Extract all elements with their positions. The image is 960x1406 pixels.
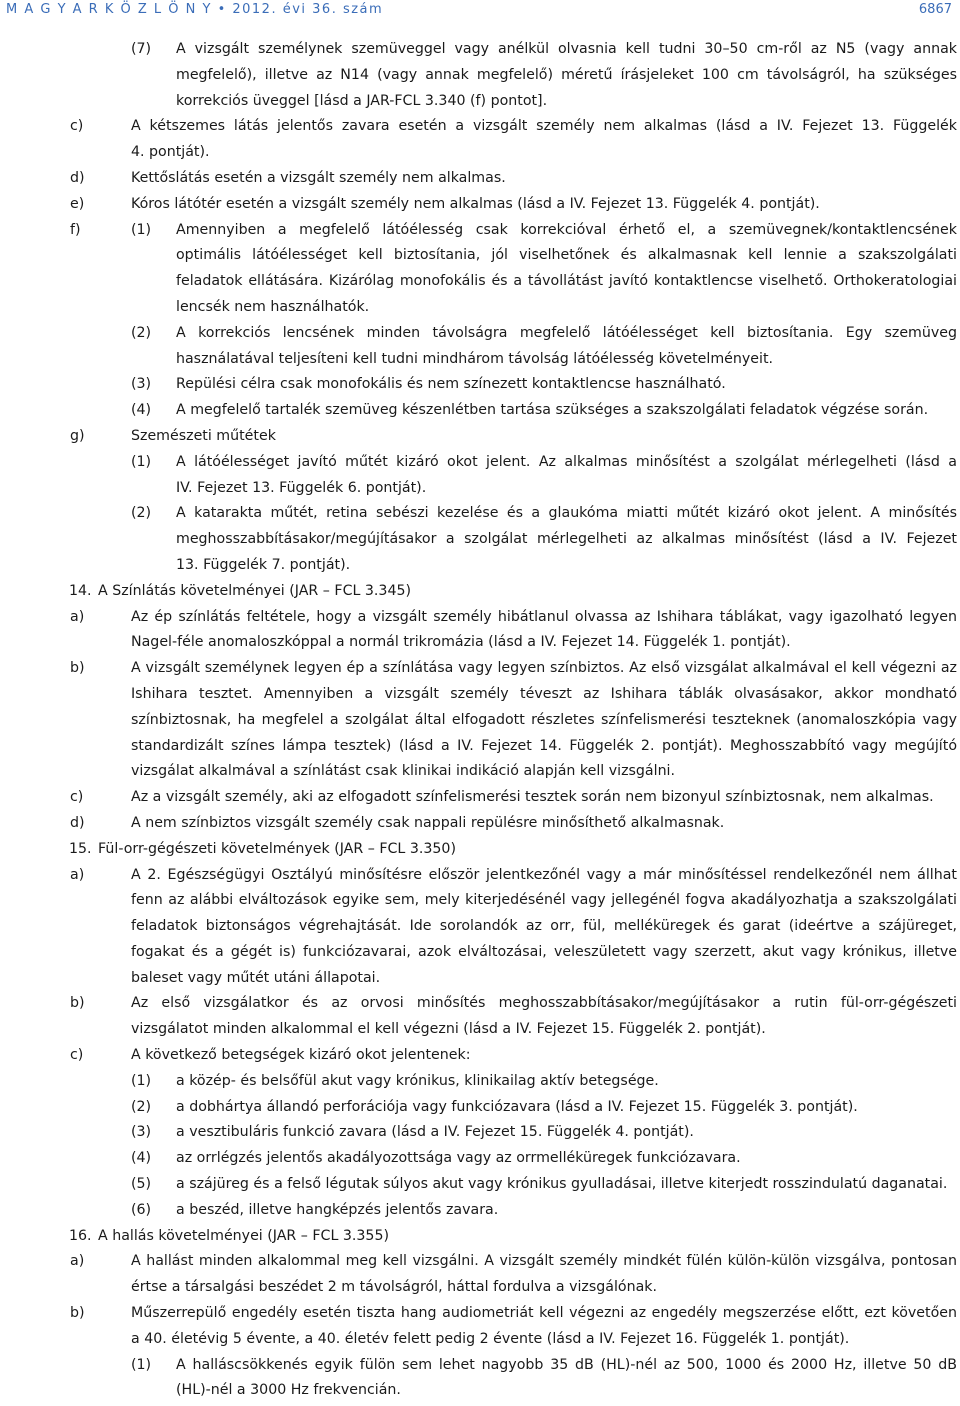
subitem [0,1172,960,1198]
subitem-marker: (5) [131,1176,152,1193]
subitem [0,1146,960,1172]
text-line: a 40. életévig 5 évente, a 40. életév felett pedig 2 évente (lásd a IV. Fejezet 16. Függelék 1. pontját). [131,1330,850,1347]
text-line: 4. pontját). [131,144,210,161]
item-marker: d) [70,814,85,831]
text-line: A megfelelő tartalék szemüveg készenlétben tartása szükséges a szakszolgálati feladatok végzése során. [176,402,929,419]
text-line: Kóros látótér esetén a vizsgált személy nem alkalmas (lásd a IV. Fejezet 13. Függelék 4. pontját). [131,195,820,212]
document-body [0,37,960,1404]
subitem [0,450,960,502]
page-number: 6867 [918,2,952,17]
section-marker: 16. [69,1227,92,1244]
item-marker: c) [70,118,84,135]
text-line: A hallás követelményei (JAR – FCL 3.355) [98,1227,390,1244]
text-line: értse a társalgási beszédet 2 m távolságról, háttal fordulva a vizsgálónak. [131,1279,657,1296]
text-line: fenn az alábbi elváltozások egyike sem, mely kiterjedésénél vagy jellegénél fogva akadályozhatja a szakszolgálati [131,892,957,909]
text-line: A 2. Egészségügyi Osztályú minősítésre először jelentkezőnél vagy a már minősítéssel rendelkezőnél nem állhat [131,866,957,883]
item-marker: b) [70,1305,85,1322]
text-line: megfelelő), illetve az N14 (vagy annak megfelelő) méretű írásjeleket 100 cm távolságról, ha szükséges [176,66,957,83]
item-marker: a) [70,866,85,883]
text-line: Fül-orr-gégészeti követelmények (JAR – FCL 3.350) [98,840,456,857]
text-line: a közép- és belsőfül akut vagy krónikus, klinikailag aktív betegsége. [176,1072,659,1089]
running-header [6,0,952,22]
text-line: feladatok biztonságos végrehajtását. Ide sorolandók az orr, fül, melléküregek és garat (ideértve a szájüreget, [131,918,957,935]
text-line: a vesztibuláris funkció zavara (lásd a IV. Fejezet 15. Függelék 4. pontját). [176,1124,694,1141]
subitem [0,1198,960,1224]
text-line: Az első vizsgálatkor és az orvosi minősítés meghosszabbításakor/megújításakor a rutin fül-orr-gégészeti [131,995,957,1012]
text-line: standardizált színes lámpa tesztek) (lásd a IV. Fejezet 14. Függelék 2. pontját). Meghosszabbító vagy megújító [131,737,957,754]
text-line: (HL)-nél a 3000 Hz frekvencián. [176,1382,401,1399]
text-line: a szájüreg és a felső légutak súlyos akut vagy krónikus gyulladásai, illetve kiterjedt rosszindulatú daganatai. [176,1176,948,1193]
text-line: Az ép színlátás feltétele, hogy a vizsgált személy hibátlanul olvassa az Ishihara táblákat, vagy igazolható legyen [131,608,957,625]
item-marker: f) [70,221,81,238]
item-marker: b) [70,660,85,677]
subitem [0,501,960,578]
text-line: korrekciós üveggel [lásd a JAR-FCL 3.340 (f) pontot]. [176,92,548,109]
subitem-marker: (1) [131,1072,152,1089]
text-line: Szemészeti műtétek [131,427,276,444]
item-marker: c) [70,789,84,806]
item [0,1301,960,1353]
item [0,991,960,1043]
item-marker: c) [70,1047,84,1064]
section-marker: 15. [69,840,92,857]
item [0,424,960,450]
text-line: IV. Fejezet 13. Függelék 6. pontját). [176,479,427,496]
subitem [0,37,960,114]
subitem-marker: (1) [131,221,152,238]
text-line: fogakat és a gégét is) funkciózavarai, azok elváltozásai, veleszületett vagy szerzett, akut vagy krónikus, illetve [131,943,957,960]
subitem-marker: (2) [131,1098,152,1115]
journal-title: M A G Y A R K Ö Z L Ö N Y • 2012. évi 36. szám [6,2,384,17]
text-line: A nem színbiztos vizsgált személy csak nappali repülésre minősíthető alkalmasnak. [131,814,725,831]
item [0,656,960,785]
subitem-marker: (3) [131,376,152,393]
text-line: Nagel-féle anomaloszkóppal a normál trikromázia (lásd a IV. Fejezet 14. Függelék 1. pontját). [131,634,791,651]
text-line: 13. Függelék 7. pontját). [176,556,351,573]
subitem-marker: (1) [131,1356,152,1373]
text-line: A hallást minden alkalommal meg kell vizsgálni. A vizsgált személy mindkét fülén külön-külön vizsgálva, pontosan [131,1253,957,1270]
item-marker: g) [70,427,85,444]
item-marker: a) [70,608,85,625]
text-line: lencsék nem használhatók. [176,298,370,315]
subitem-marker: (3) [131,1124,152,1141]
item [0,192,960,218]
text-line: Repülési célra csak monofokális és nem színezett kontaktlencse használható. [176,376,726,393]
text-line: feladatok ellátására. Kizárólag monofokális és a távollátást javító kontaktlencse viselhető. Orthokeratologiai [176,273,957,290]
text-line: Kettőslátás esetén a vizsgált személy nem alkalmas. [131,169,506,186]
subitem [0,372,960,398]
text-line: meghosszabbításakor/megújításakor a szolgálat mérlegelheti az alkalmas minősítést (lásd a IV. Fejezet [176,531,957,548]
item-marker: d) [70,169,85,186]
item [0,605,960,657]
subitem [0,1353,960,1405]
subitem [0,398,960,424]
subitem-marker: (4) [131,402,152,419]
text-line: A vizsgált személynek szemüveggel vagy anélkül olvasnia kell tudni 30–50 cm-ről az N5 (vagy annak [176,41,957,57]
text-line: a beszéd, illetve hangképzés jelentős zavara. [176,1201,499,1218]
subitem-marker: (7) [131,41,152,57]
text-line: Ishihara tesztet. Amennyiben a vizsgált személy téveszt az Ishihara táblák olvasásakor, akkor mondható [131,685,957,702]
item [0,1043,960,1069]
text-line: színbiztosnak, ha megfelel a szolgálat által elfogadott részletes színfelismerési teszteknek (anomaloszkópia vagy [131,711,957,728]
item [0,166,960,192]
text-line: A kétszemes látás jelentős zavara esetén a vizsgált személy nem alkalmas (lásd a IV. Fejezet 13. Függelék [131,118,957,135]
text-line: optimális látóélességet kell biztosítania, jól viselhetőnek és alkalmasnak kell lennie a szakszolgálati [176,247,957,264]
text-line: használatával teljesíteni kell tudni mindhárom távolság látóélesség követelményeit. [176,350,774,367]
text-line: a dobhártya állandó perforációja vagy funkciózavara (lásd a IV. Fejezet 15. Függelék 3. pontját). [176,1098,858,1115]
subitem-marker: (1) [131,453,152,470]
text-line: vizsgálat alkalmával a színlátást csak klinikai indikáció alapján kell vizsgálni. [131,763,676,780]
section [0,579,960,605]
section [0,1224,960,1250]
subitem-marker: (2) [131,324,152,341]
text-line: A vizsgált személynek legyen ép a színlátása vagy legyen színbiztos. Az első vizsgálat alkalmával el kell végezni az [131,660,957,677]
subitem-marker: (6) [131,1201,152,1218]
item-marker: b) [70,995,85,1012]
subitem-marker: (4) [131,1150,152,1167]
item-marker: e) [70,195,85,212]
subitem [0,321,960,373]
section-marker: 14. [69,582,92,599]
text-line: A korrekciós lencsének minden távolságra megfelelő látóélességet kell biztosítania. Egy szemüveg [176,324,957,341]
text-line: A látóélességet javító műtét kizáró okot jelent. Az alkalmas minősítést a szolgálat mérlegelheti (lásd a [176,453,957,470]
item [0,114,960,166]
item [0,218,960,321]
text-line: Amennyiben a megfelelő látóélesség csak korrekcióval érhető el, a szemüvegnek/kontaktlencsének [176,221,957,238]
item [0,863,960,992]
text-line: vizsgálatot minden alkalommal el kell végezni (lásd a IV. Fejezet 15. Függelék 2. pontját). [131,1021,766,1038]
section [0,837,960,863]
text-line: az orrlégzés jelentős akadályozottsága vagy az orrmelléküregek funkciózavara. [176,1150,741,1167]
item [0,811,960,837]
text-line: Műszerrepülő engedély esetén tiszta hang audiometriát kell végezni az engedély megszerzése előtt, ezt követően [131,1305,957,1322]
text-line: baleset vagy műtét utáni állapotai. [131,969,381,986]
subitem [0,1069,960,1095]
subitem-marker: (2) [131,505,152,522]
subitem [0,1095,960,1121]
text-line: A Színlátás követelményei (JAR – FCL 3.345) [98,582,412,599]
item [0,785,960,811]
text-line: A következő betegségek kizáró okot jelentenek: [131,1047,471,1064]
item-marker: a) [70,1253,85,1270]
subitem [0,1120,960,1146]
text-line: Az a vizsgált személy, aki az elfogadott színfelismerési tesztek során nem bizonyul színbiztosnak, nem alkalmas. [131,789,934,806]
text-line: A halláscsökkenés egyik fülön sem lehet nagyobb 35 dB (HL)-nél az 500, 1000 és 2000 Hz, illetve 50 dB [176,1356,957,1373]
text-line: A katarakta műtét, retina sebészi kezelése és a glaukóma miatti műtét kizáró okot jelent. A minősítés [176,505,957,522]
item [0,1249,960,1301]
